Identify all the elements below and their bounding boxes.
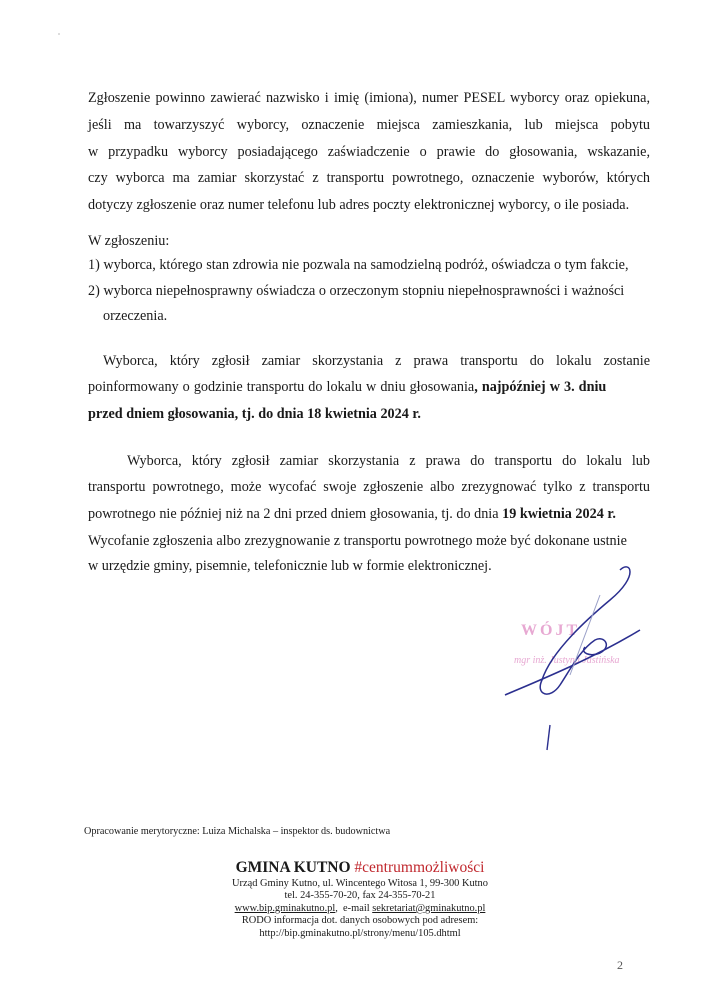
brand-hashtag: #centrummożliwości — [354, 859, 485, 876]
brand-line — [200, 858, 520, 878]
paragraph-line: jeśli ma towarzyszyć wyborcy, oznaczenie miejsca zamieszkania, lub miejsca pobytu — [88, 117, 650, 133]
list-marker: 2) — [88, 283, 100, 299]
deadline-bold: przed dniem głosowania, tj. do dnia 18 kwietnia 2024 r. — [88, 406, 421, 422]
normal-text: powrotnego nie później niż na 2 dni przed dniem głosowania, tj. do dnia — [88, 506, 503, 522]
paragraph-line: Zgłoszenie powinno zawierać nazwisko i imię (imiona), numer PESEL wyborcy oraz opiekuna, — [88, 90, 650, 106]
bold-text: , najpóźniej w 3. dniu — [474, 379, 607, 395]
paragraph-line — [88, 505, 650, 523]
page-number: 2 — [617, 958, 623, 972]
brand-name: GMINA KUTNO — [235, 859, 351, 876]
rodo-info: RODO informacja dot. danych osobowych pod adresem: — [241, 915, 479, 927]
list-marker: 1) — [88, 257, 100, 273]
bold-text: 19 kwietnia 2024 r. — [502, 506, 616, 522]
email-link[interactable]: sekretariat@gminakutno.pl — [372, 902, 486, 914]
paragraph-line: Wycofanie zgłoszenia albo zrezygnowanie z transportu powrotnego może być dokonane ustnie — [88, 533, 627, 549]
paragraph-line: Wyborca, który zgłosił zamiar skorzystania z prawa do transportu do lokalu lub — [127, 453, 650, 469]
list-item — [88, 256, 650, 274]
list-text: wyborca, którego stan zdrowia nie pozwala na samodzielną podróż, oświadcza o tym fakcie, — [103, 257, 629, 273]
paragraph-line — [88, 378, 650, 396]
list-heading: W zgłoszeniu: — [88, 233, 170, 249]
author-credit: Opracowanie merytoryczne: Luiza Michalska – inspektor ds. budownictwa — [84, 826, 391, 837]
rodo-url[interactable]: http://bip.gminakutno.pl/strony/menu/105.dhtml — [259, 927, 461, 939]
paragraph-line: transportu powrotnego, może wycofać swoje zgłoszenie albo zrezygnować tylko z transportu — [88, 479, 650, 495]
stamp-title: WÓJT — [521, 622, 581, 639]
contact-links — [200, 903, 520, 915]
list-continuation: orzeczenia. — [103, 308, 168, 324]
office-address: Urząd Gminy Kutno, ul. Wincentego Witosa 1, 99-300 Kutno — [232, 878, 488, 889]
handwritten-signature-icon — [480, 555, 660, 775]
list-item — [88, 282, 650, 300]
paragraph-line: Wyborca, który zgłosił zamiar skorzystania z prawa transportu do lokalu zostanie — [103, 353, 650, 369]
normal-text: poinformowany o godzinie transportu do lokalu w dniu głosowania — [88, 379, 475, 395]
website-link[interactable]: www.bip.gminakutno.pl — [234, 902, 336, 914]
scan-speck — [58, 33, 60, 35]
paragraph-line: w przypadku wyborcy posiadającego zaświadczenie o prawie do głosowania, wskazanie, — [88, 144, 650, 160]
email-label: , e-mail — [335, 902, 373, 914]
letterhead-footer — [200, 858, 520, 940]
office-phone: tel. 24-355-70-20, fax 24-355-70-21 — [284, 890, 436, 902]
paragraph-line: w urzędzie gminy, pisemnie, telefonicznie lub w formie elektronicznej. — [88, 558, 492, 574]
paragraph-line: czy wyborca ma zamiar skorzystać z transportu powrotnego, oznaczenie wyborów, których — [88, 170, 650, 186]
paragraph-line: dotyczy zgłoszenie oraz numer telefonu lub adres poczty elektronicznej wyborcy, o ile posiada. — [88, 197, 630, 213]
list-text: wyborca niepełnosprawny oświadcza o orzeczonym stopniu niepełnosprawności i ważności — [103, 283, 625, 299]
stamp-name: mgr inż. Justyna Jastińska — [514, 655, 620, 666]
